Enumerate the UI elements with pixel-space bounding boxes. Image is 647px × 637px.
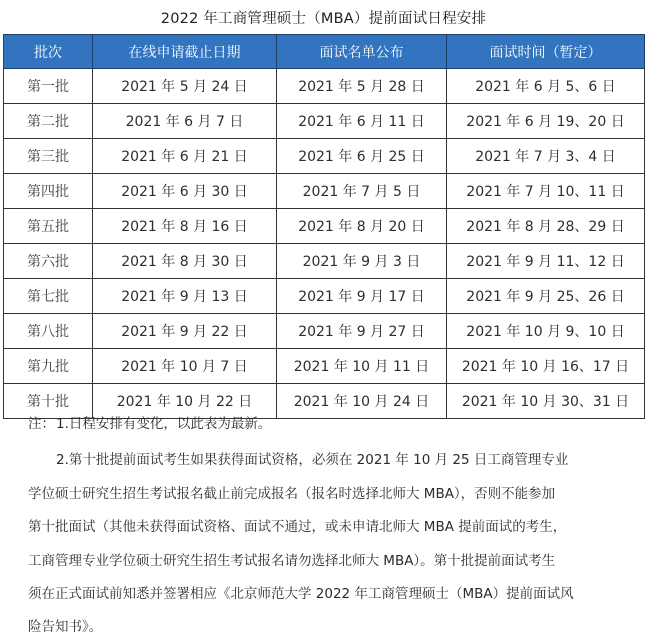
batch-cell: 第六批 xyxy=(4,244,93,279)
note-2-line-3: 第十批面试（其他未获得面试资格、面试不通过，或未申请北师大 MBA 提前面试的考生， xyxy=(28,519,567,535)
note-2-line-2: 学位硕士研究生招生考试报名截止前完成报名（报名时选择北师大 MBA），否则不能参加 xyxy=(28,486,556,502)
deadline-cell: 2021 年 6 月 21 日 xyxy=(93,139,277,174)
list-published-cell: 2021 年 7 月 5 日 xyxy=(277,174,447,209)
list-published-cell: 2021 年 10 月 11 日 xyxy=(277,349,447,384)
interview-cell: 2021 年 6 月 19、20 日 xyxy=(447,104,645,139)
table-row xyxy=(4,349,645,384)
deadline-cell: 2021 年 6 月 30 日 xyxy=(93,174,277,209)
note-2-line-4: 工商管理专业学位硕士研究生招生考试报名请勿选择北师大 MBA）。第十批提前面试考生 xyxy=(28,553,556,569)
deadline-cell: 2021 年 5 月 24 日 xyxy=(93,69,277,104)
batch-cell: 第十批 xyxy=(4,384,93,419)
batch-cell: 第八批 xyxy=(4,314,93,349)
interview-cell: 2021 年 9 月 25、26 日 xyxy=(447,279,645,314)
batch-cell: 第九批 xyxy=(4,349,93,384)
list-published-cell: 2021 年 9 月 17 日 xyxy=(277,279,447,314)
table-row xyxy=(4,69,645,104)
notes-label: 注： xyxy=(28,416,55,432)
interview-schedule-table xyxy=(3,34,645,419)
interview-cell: 2021 年 6 月 5、6 日 xyxy=(447,69,645,104)
batch-cell: 第二批 xyxy=(4,104,93,139)
document-title: 2022 年工商管理硕士（MBA）提前面试日程安排 xyxy=(160,11,487,27)
deadline-cell: 2021 年 8 月 30 日 xyxy=(93,244,277,279)
table-row xyxy=(4,209,645,244)
interview-cell: 2021 年 7 月 10、11 日 xyxy=(447,174,645,209)
deadline-cell: 2021 年 10 月 7 日 xyxy=(93,349,277,384)
table-row xyxy=(4,174,645,209)
header-application-deadline: 在线申请截止日期 xyxy=(93,35,277,69)
header-batch: 批次 xyxy=(4,35,93,69)
deadline-cell: 2021 年 9 月 22 日 xyxy=(93,314,277,349)
interview-cell: 2021 年 7 月 3、4 日 xyxy=(447,139,645,174)
header-interview-time: 面试时间（暂定） xyxy=(447,35,645,69)
batch-cell: 第三批 xyxy=(4,139,93,174)
list-published-cell: 2021 年 6 月 25 日 xyxy=(277,139,447,174)
header-list-published: 面试名单公布 xyxy=(277,35,447,69)
interview-cell: 2021 年 8 月 28、29 日 xyxy=(447,209,645,244)
note-2-line-5: 须在正式面试前知悉并签署相应《北京师范大学 2022 年工商管理硕士（MBA）提前面试风 xyxy=(28,586,574,602)
note-2-line-1: 2.第十批提前面试考生如果获得面试资格，必须在 2021 年 10 月 25 日工商管理专业 xyxy=(56,452,569,468)
list-published-cell: 2021 年 6 月 11 日 xyxy=(277,104,447,139)
interview-cell: 2021 年 10 月 9、10 日 xyxy=(447,314,645,349)
table-row xyxy=(4,104,645,139)
list-published-cell: 2021 年 9 月 3 日 xyxy=(277,244,447,279)
note-2-line-6: 险告知书》。 xyxy=(28,619,103,635)
list-published-cell: 2021 年 10 月 24 日 xyxy=(277,384,447,419)
deadline-cell: 2021 年 9 月 13 日 xyxy=(93,279,277,314)
deadline-cell: 2021 年 8 月 16 日 xyxy=(93,209,277,244)
interview-cell: 2021 年 10 月 16、17 日 xyxy=(447,349,645,384)
deadline-cell: 2021 年 6 月 7 日 xyxy=(93,104,277,139)
interview-cell: 2021 年 9 月 11、12 日 xyxy=(447,244,645,279)
batch-cell: 第一批 xyxy=(4,69,93,104)
table-row xyxy=(4,139,645,174)
table-row xyxy=(4,244,645,279)
note-1: 1.日程安排有变化，以此表为最新。 xyxy=(56,416,272,432)
table-header-row xyxy=(4,35,645,69)
batch-cell: 第五批 xyxy=(4,209,93,244)
deadline-cell: 2021 年 10 月 22 日 xyxy=(93,384,277,419)
table-row xyxy=(4,314,645,349)
list-published-cell: 2021 年 5 月 28 日 xyxy=(277,69,447,104)
batch-cell: 第七批 xyxy=(4,279,93,314)
list-published-cell: 2021 年 8 月 20 日 xyxy=(277,209,447,244)
batch-cell: 第四批 xyxy=(4,174,93,209)
table-row xyxy=(4,279,645,314)
list-published-cell: 2021 年 9 月 27 日 xyxy=(277,314,447,349)
interview-cell: 2021 年 10 月 30、31 日 xyxy=(447,384,645,419)
